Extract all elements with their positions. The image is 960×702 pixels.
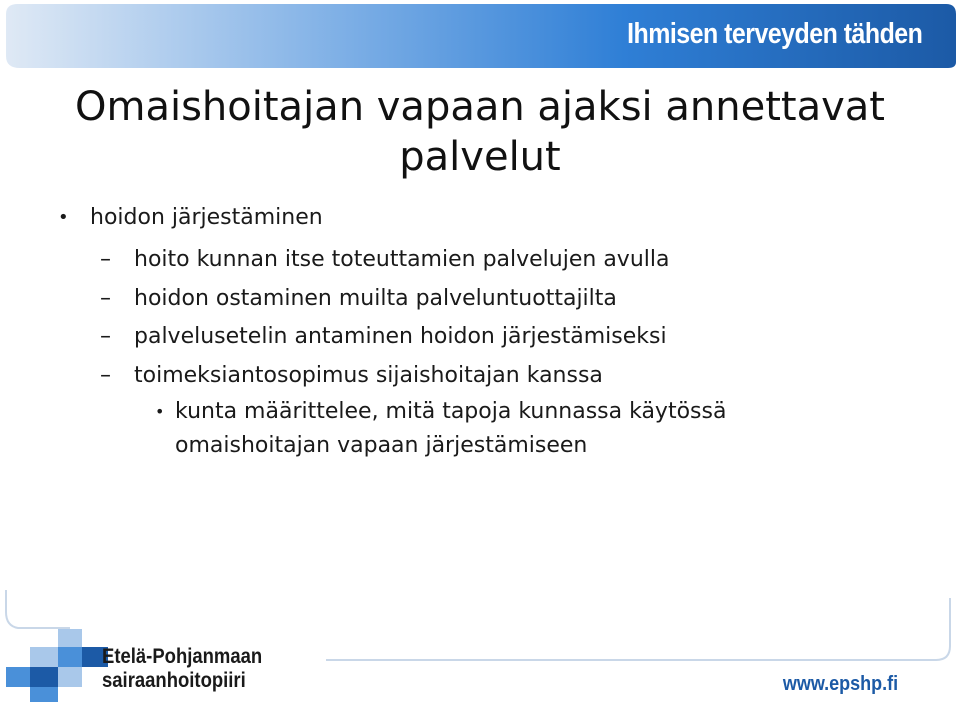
header-tagline: Ihmisen terveyden tähden bbox=[626, 18, 922, 50]
sub-item-text: toimeksiantosopimus sijaishoitajan kanssa bbox=[134, 363, 603, 388]
sub-sub-item-text: kunta määrittelee, mitä tapoja kunnassa käytössä omaishoitajan vapaan järjestämiseen bbox=[175, 399, 727, 458]
dash-icon: – bbox=[100, 363, 111, 388]
org-name-line2: sairaanhoitopiiri bbox=[102, 669, 246, 692]
dash-icon: – bbox=[100, 247, 111, 272]
bullet-dot-icon: • bbox=[58, 207, 69, 228]
logo-cross-icon bbox=[6, 629, 108, 702]
sub-item-text: hoidon ostaminen muilta palveluntuottajilta bbox=[134, 286, 617, 311]
dash-icon: – bbox=[100, 324, 111, 349]
org-name-line1: Etelä-Pohjanmaan bbox=[102, 645, 263, 668]
dash-icon: – bbox=[100, 286, 111, 311]
website-link[interactable]: www.epshp.fi bbox=[782, 673, 898, 695]
bullet-text: hoidon järjestäminen bbox=[90, 205, 323, 230]
bullet-dot-icon: • bbox=[155, 402, 165, 421]
sub-item-text: palvelusetelin antaminen hoidon järjestämiseksi bbox=[134, 324, 667, 349]
slide-title: Omaishoitajan vapaan ajaksi annettavat palvelut bbox=[75, 84, 885, 180]
sub-item-text: hoito kunnan itse toteuttamien palvelujen avulla bbox=[134, 247, 670, 272]
